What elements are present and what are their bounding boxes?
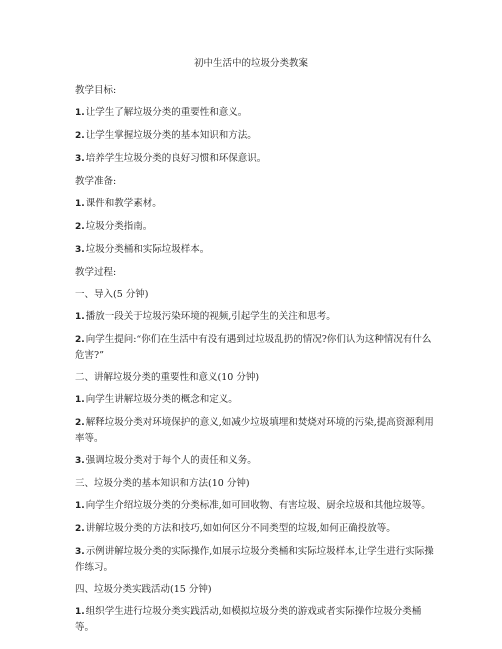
process-item: 3.强调垃圾分类对于每个人的责任和义务。 — [75, 455, 257, 466]
subsection-heading-knowledge: 三、垃圾分类的基本知识和方法(10 分钟) — [75, 478, 250, 489]
objective-item: 3.培养学生垃圾分类的良好习惯和环保意识。 — [75, 153, 267, 164]
preparation-item: 3.垃圾分类桶和实际垃圾样本。 — [75, 244, 210, 255]
process-item: 2.向学生提问:“你们在生活中有没有遇到过垃圾乱扔的情况?你们认为这种情况有什么危害?” — [75, 334, 432, 361]
process-item: 2.讲解垃圾分类的方法和技巧,如如何区分不同类型的垃圾,如何正确投放等。 — [75, 523, 396, 534]
preparation-item: 1.课件和教学素材。 — [75, 198, 162, 209]
process-item: 1.播放一段关于垃圾污染环境的视频,引起学生的关注和思考。 — [75, 311, 336, 322]
process-item: 1.向学生介绍垃圾分类的分类标准,如可回收物、有害垃圾、厨余垃圾和其他垃圾等。 — [75, 500, 431, 511]
process-item: 3.示例讲解垃圾分类的实际操作,如展示垃圾分类桶和实际垃圾样本,让学生进行实际操作练习。 — [75, 546, 434, 573]
document-title: 初中生活中的垃圾分类教案 — [193, 58, 308, 69]
section-heading-preparation: 教学准备: — [75, 176, 117, 187]
process-item: 1.组织学生进行垃圾分类实践活动,如模拟垃圾分类的游戏或者实际操作垃圾分类桶等。 — [75, 606, 422, 633]
section-heading-process: 教学过程: — [75, 267, 117, 278]
document-body — [75, 83, 435, 642]
process-item: 2.解释垃圾分类对环境保护的意义,如减少垃圾填埋和焚烧对环境的污染,提高资源利用率等。 — [75, 417, 434, 444]
subsection-heading-practice: 四、垃圾分类实践活动(15 分钟) — [75, 584, 212, 595]
objective-item: 2.让学生掌握垃圾分类的基本知识和方法。 — [75, 130, 257, 141]
process-item: 1.向学生讲解垃圾分类的概念和定义。 — [75, 394, 238, 405]
section-heading-objectives: 教学目标: — [75, 85, 117, 96]
subsection-heading-importance: 二、讲解垃圾分类的重要性和意义(10 分钟) — [75, 372, 260, 383]
preparation-item: 2.垃圾分类指南。 — [75, 221, 153, 232]
objective-item: 1.让学生了解垃圾分类的重要性和意义。 — [75, 107, 248, 118]
subsection-heading-intro: 一、导入(5 分钟) — [75, 289, 149, 300]
